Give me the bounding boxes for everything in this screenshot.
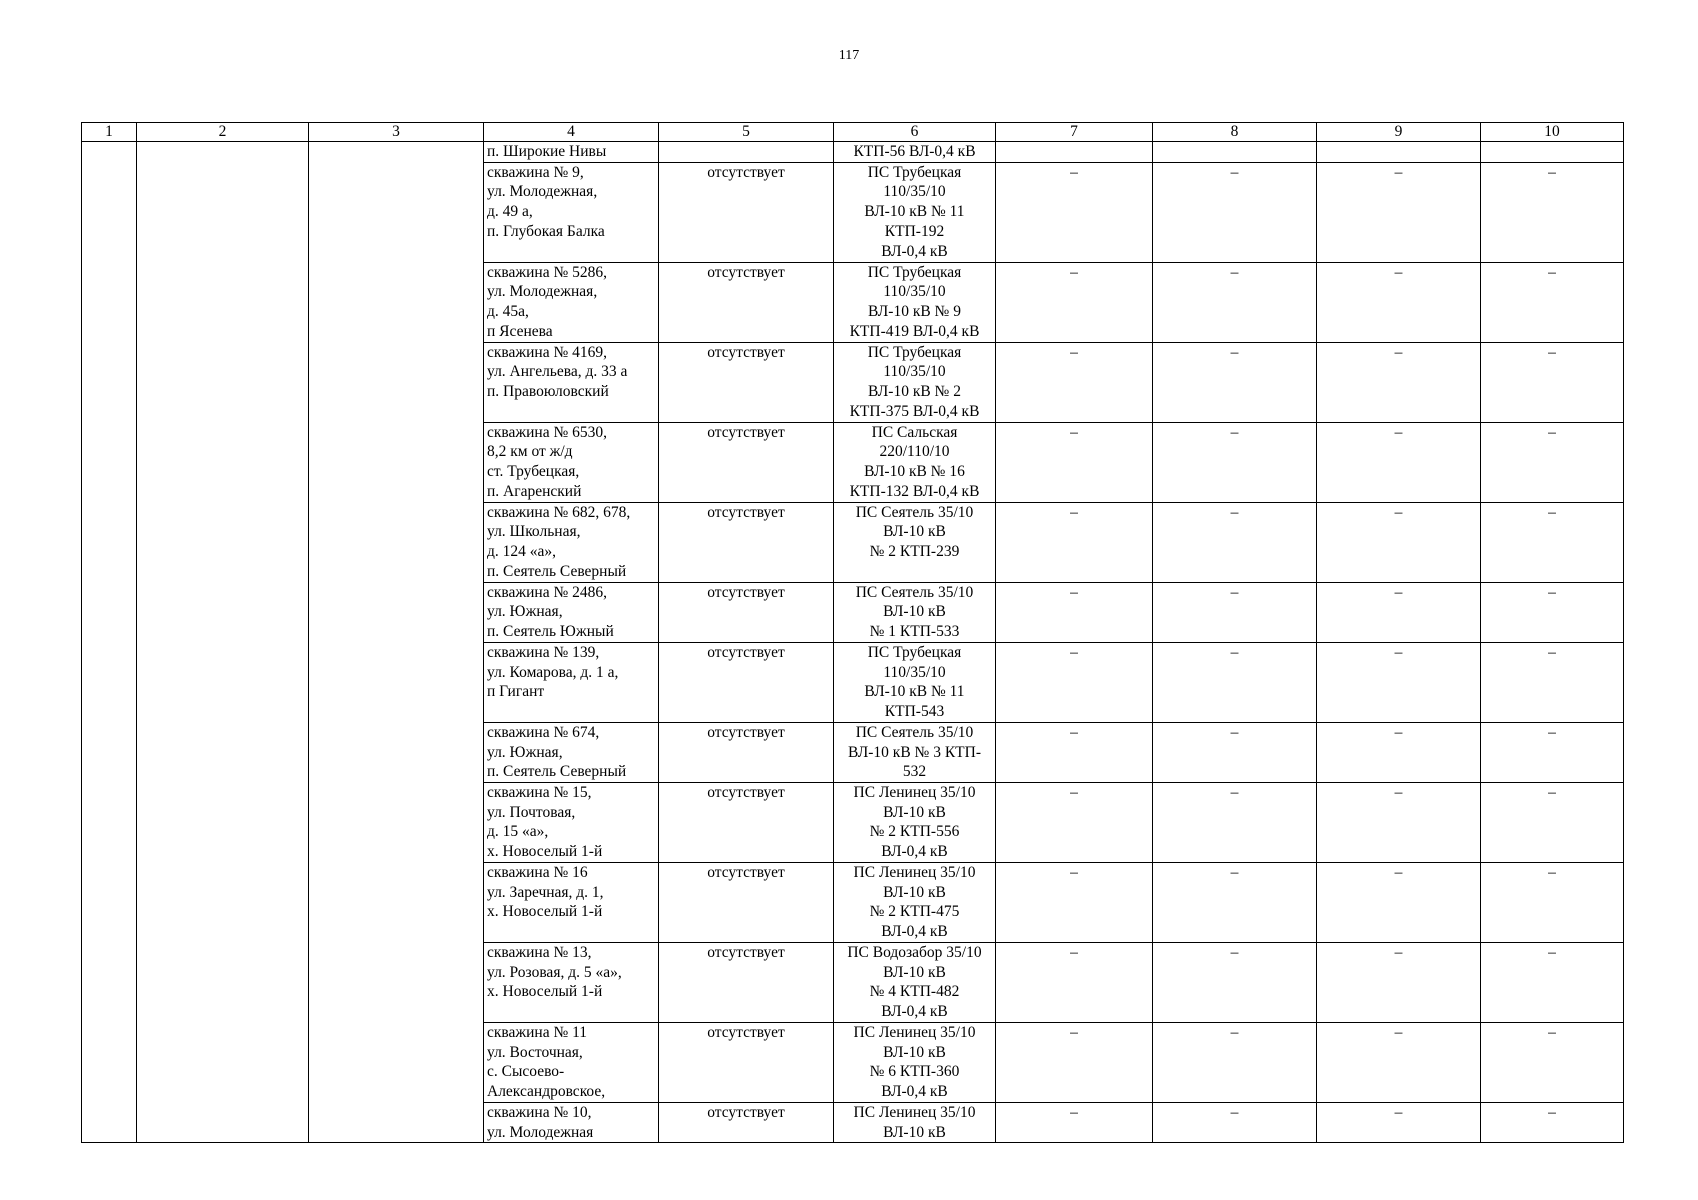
- status-cell: отсутствует: [659, 1102, 834, 1142]
- column-header: 1: [82, 123, 137, 142]
- column-header: 4: [484, 123, 659, 142]
- object-cell: скважина № 674, ул. Южная, п. Сеятель Северный: [484, 722, 659, 782]
- status-cell: отсутствует: [659, 862, 834, 942]
- status-cell: отсутствует: [659, 262, 834, 342]
- dash-cell: –: [1481, 942, 1624, 1022]
- dash-cell: –: [1317, 1022, 1481, 1102]
- power-source-cell: ПС Ленинец 35/10 ВЛ-10 кВ № 6 КТП-360 ВЛ-0,4 кВ: [834, 1022, 996, 1102]
- status-cell: отсутствует: [659, 162, 834, 262]
- dash-cell: –: [1481, 422, 1624, 502]
- dash-cell: –: [1153, 782, 1317, 862]
- dash-cell: –: [1153, 1102, 1317, 1142]
- power-source-cell: ПС Сальская 220/110/10 ВЛ-10 кВ № 16 КТП-132 ВЛ-0,4 кВ: [834, 422, 996, 502]
- dash-cell: –: [996, 582, 1153, 642]
- column-header: 6: [834, 123, 996, 142]
- object-cell: п. Широкие Нивы: [484, 142, 659, 163]
- column-header: 9: [1317, 123, 1481, 142]
- dash-cell: –: [1317, 862, 1481, 942]
- dash-cell: –: [1317, 502, 1481, 582]
- dash-cell: –: [1481, 582, 1624, 642]
- status-cell: отсутствует: [659, 502, 834, 582]
- dash-cell: –: [1153, 862, 1317, 942]
- object-cell: скважина № 10, ул. Молодежная: [484, 1102, 659, 1142]
- dash-cell: –: [996, 342, 1153, 422]
- dash-cell: –: [1153, 262, 1317, 342]
- dash-cell: –: [1481, 162, 1624, 262]
- object-cell: скважина № 5286, ул. Молодежная, д. 45а, п Ясенева: [484, 262, 659, 342]
- dash-cell: –: [1481, 1022, 1624, 1102]
- power-source-cell: ПС Сеятель 35/10 ВЛ-10 кВ № 1 КТП-533: [834, 582, 996, 642]
- power-source-cell: ПС Водозабор 35/10 ВЛ-10 кВ № 4 КТП-482 ВЛ-0,4 кВ: [834, 942, 996, 1022]
- power-source-cell: ПС Сеятель 35/10 ВЛ-10 кВ № 2 КТП-239: [834, 502, 996, 582]
- dash-cell: –: [1317, 582, 1481, 642]
- dash-cell: –: [1481, 862, 1624, 942]
- object-cell: скважина № 15, ул. Почтовая, д. 15 «а», х. Новоселый 1-й: [484, 782, 659, 862]
- status-cell: отсутствует: [659, 942, 834, 1022]
- empty-cell: [82, 142, 137, 1143]
- dash-cell: –: [1153, 942, 1317, 1022]
- dash-cell: –: [996, 262, 1153, 342]
- status-cell: отсутствует: [659, 642, 834, 722]
- object-cell: скважина № 2486, ул. Южная, п. Сеятель Южный: [484, 582, 659, 642]
- column-header: 5: [659, 123, 834, 142]
- power-source-cell: ПС Сеятель 35/10 ВЛ-10 кВ № 3 КТП- 532: [834, 722, 996, 782]
- dash-cell: –: [1317, 162, 1481, 262]
- empty-cell: [137, 142, 309, 1143]
- dash-cell: –: [996, 162, 1153, 262]
- status-cell: отсутствует: [659, 342, 834, 422]
- dash-cell: –: [1153, 642, 1317, 722]
- dash-cell: –: [996, 782, 1153, 862]
- object-cell: скважина № 11 ул. Восточная, с. Сысоево- Александровское,: [484, 1022, 659, 1102]
- object-cell: скважина № 139, ул. Комарова, д. 1 а, п Гигант: [484, 642, 659, 722]
- column-header: 7: [996, 123, 1153, 142]
- dash-cell: –: [1481, 262, 1624, 342]
- header-row: [82, 123, 1624, 142]
- status-cell: отсутствует: [659, 1022, 834, 1102]
- dash-cell: –: [1153, 422, 1317, 502]
- column-header: 2: [137, 123, 309, 142]
- data-table: [81, 122, 1624, 1143]
- dash-cell: –: [1317, 1102, 1481, 1142]
- dash-cell: –: [1153, 582, 1317, 642]
- dash-cell: –: [996, 722, 1153, 782]
- dash-cell: –: [1317, 422, 1481, 502]
- dash-cell: –: [996, 422, 1153, 502]
- power-source-cell: ПС Трубецкая 110/35/10 ВЛ-10 кВ № 2 КТП-375 ВЛ-0,4 кВ: [834, 342, 996, 422]
- empty-cell: [309, 142, 484, 1143]
- power-source-cell: ПС Ленинец 35/10 ВЛ-10 кВ № 2 КТП-475 ВЛ-0,4 кВ: [834, 862, 996, 942]
- power-source-cell: ПС Трубецкая 110/35/10 ВЛ-10 кВ № 9 КТП-419 ВЛ-0,4 кВ: [834, 262, 996, 342]
- dash-cell: –: [1481, 782, 1624, 862]
- status-cell: отсутствует: [659, 422, 834, 502]
- dash-cell: –: [1317, 342, 1481, 422]
- power-source-cell: ПС Ленинец 35/10 ВЛ-10 кВ № 2 КТП-556 ВЛ-0,4 кВ: [834, 782, 996, 862]
- dash-cell: –: [1317, 942, 1481, 1022]
- dash-cell: [1317, 142, 1481, 163]
- status-cell: отсутствует: [659, 782, 834, 862]
- dash-cell: –: [1153, 342, 1317, 422]
- table-row: [82, 142, 1624, 163]
- object-cell: скважина № 9, ул. Молодежная, д. 49 а, п. Глубокая Балка: [484, 162, 659, 262]
- dash-cell: –: [1153, 722, 1317, 782]
- dash-cell: –: [1481, 642, 1624, 722]
- dash-cell: –: [996, 862, 1153, 942]
- column-header: 8: [1153, 123, 1317, 142]
- status-cell: отсутствует: [659, 722, 834, 782]
- dash-cell: –: [1317, 722, 1481, 782]
- dash-cell: [1153, 142, 1317, 163]
- dash-cell: [996, 142, 1153, 163]
- status-cell: [659, 142, 834, 163]
- dash-cell: –: [1481, 502, 1624, 582]
- power-source-cell: ПС Трубецкая 110/35/10 ВЛ-10 кВ № 11 КТП-192 ВЛ-0,4 кВ: [834, 162, 996, 262]
- dash-cell: –: [1153, 1022, 1317, 1102]
- power-source-cell: КТП-56 ВЛ-0,4 кВ: [834, 142, 996, 163]
- column-header: 3: [309, 123, 484, 142]
- dash-cell: –: [1317, 642, 1481, 722]
- dash-cell: –: [996, 1102, 1153, 1142]
- dash-cell: –: [996, 642, 1153, 722]
- dash-cell: –: [1317, 262, 1481, 342]
- dash-cell: [1481, 142, 1624, 163]
- dash-cell: –: [996, 942, 1153, 1022]
- object-cell: скважина № 16 ул. Заречная, д. 1, х. Новоселый 1-й: [484, 862, 659, 942]
- object-cell: скважина № 6530, 8,2 км от ж/д ст. Трубецкая, п. Агаренский: [484, 422, 659, 502]
- power-source-cell: ПС Ленинец 35/10 ВЛ-10 кВ: [834, 1102, 996, 1142]
- object-cell: скважина № 4169, ул. Ангельева, д. 33 а п. Правоюловский: [484, 342, 659, 422]
- dash-cell: –: [1153, 162, 1317, 262]
- status-cell: отсутствует: [659, 582, 834, 642]
- dash-cell: –: [1317, 782, 1481, 862]
- dash-cell: –: [996, 502, 1153, 582]
- dash-cell: –: [996, 1022, 1153, 1102]
- dash-cell: –: [1481, 1102, 1624, 1142]
- dash-cell: –: [1481, 722, 1624, 782]
- power-source-cell: ПС Трубецкая 110/35/10 ВЛ-10 кВ № 11 КТП-543: [834, 642, 996, 722]
- object-cell: скважина № 682, 678, ул. Школьная, д. 124 «а», п. Сеятель Северный: [484, 502, 659, 582]
- object-cell: скважина № 13, ул. Розовая, д. 5 «а», х. Новоселый 1-й: [484, 942, 659, 1022]
- page-number: 117: [838, 48, 860, 63]
- column-header: 10: [1481, 123, 1624, 142]
- dash-cell: –: [1481, 342, 1624, 422]
- dash-cell: –: [1153, 502, 1317, 582]
